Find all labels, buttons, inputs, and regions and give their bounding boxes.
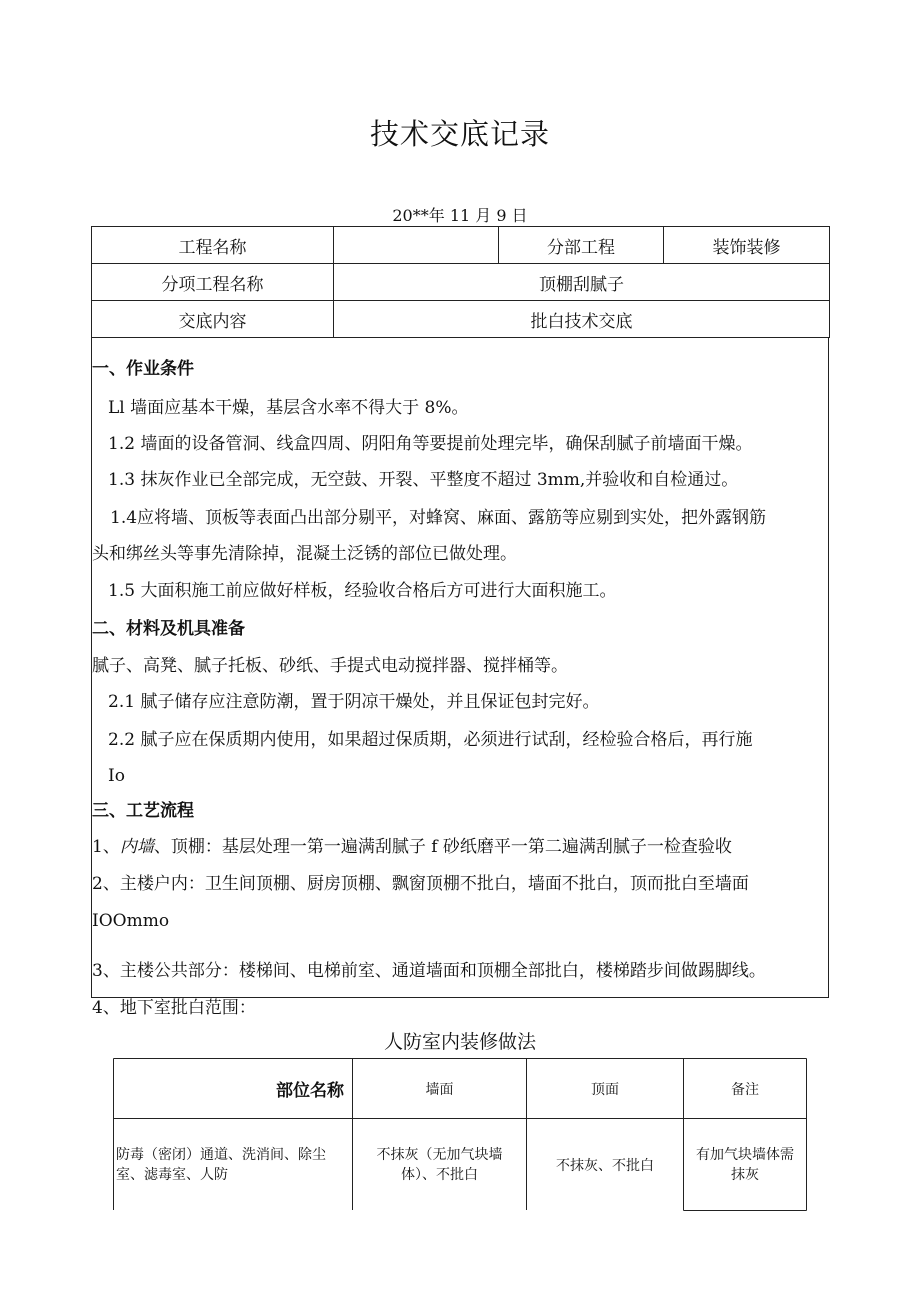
process-italic: 内墙	[119, 837, 154, 857]
list-item: 1.5 大面积施工前应做好样板，经验收合格后方可进行大面积施工。	[108, 581, 617, 601]
section-2-title: 二、材料及机具准备	[92, 619, 245, 639]
list-item: Ll 墙面应基本干燥，基层含水率不得大于 8%。	[108, 398, 469, 418]
subitem-label: 分项工程名称	[92, 264, 334, 301]
list-item: 2.1 腻子储存应注意防潮，置于阴凉干燥处，并且保证包封完好。	[108, 692, 600, 712]
record-date: 20**年 11 月 9 日	[392, 206, 528, 225]
document-title: 技术交底记录	[369, 117, 550, 151]
col-note-header: 备注	[731, 1081, 759, 1098]
content-value: 批白技术交底	[334, 301, 830, 338]
row-part-cell: 防毒（密闭）通道、洗消间、除尘室、滤毒室、人防	[116, 1146, 326, 1183]
list-item	[92, 836, 732, 858]
row-note-cell: 有加气块墙体需抹灰	[696, 1146, 794, 1183]
col-wall-header: 墙面	[425, 1081, 454, 1098]
division-value: 装饰装修	[664, 227, 830, 264]
process-prefix: 1、	[92, 837, 120, 857]
project-name-label: 工程名称	[92, 227, 334, 264]
list-item: IOOmmo	[92, 911, 170, 931]
division-label: 分部工程	[499, 227, 664, 264]
subitem-value: 顶棚刮腻子	[334, 264, 830, 301]
row-ceiling-cell: 不抹灰、不批白	[556, 1157, 654, 1174]
header-table	[91, 226, 830, 338]
list-item: 头和绑丝头等事先清除掉，混凝土泛锈的部位已做处理。	[92, 544, 517, 564]
list-item: 1.3 抹灰作业已全部完成，无空鼓、开裂、平整度不超过 3mm,并验收和自检通过。	[108, 470, 739, 490]
col-ceiling-header: 顶面	[591, 1081, 619, 1098]
row-wall-cell: 不抹灰（无加气块墙体）、不批白	[376, 1146, 503, 1183]
section-1-title: 一、作业条件	[92, 359, 194, 379]
col-part-header: 部位名称	[276, 1081, 344, 1101]
list-item: 2.2 腻子应在保质期内使用，如果超过保质期，必须进行试刮，经检验合格后，再行施	[108, 730, 753, 750]
section-3-title: 三、工艺流程	[92, 801, 194, 821]
process-rest: 、顶棚：基层处理一第一遍满刮腻子 f 砂纸磨平一第二遍满刮腻子一检查验收	[153, 837, 732, 857]
list-item: Io	[108, 766, 125, 786]
list-item: 1.4应将墙、顶板等表面凸出部分剔平，对蜂窝、麻面、露筋等应剔到实处，把外露钢筋	[110, 508, 767, 528]
list-item: 2、主楼户内：卫生间顶棚、厨房顶棚、飘窗顶棚不批白，墙面不批白，顶而批白至墙面	[92, 874, 749, 894]
list-item: 1.2 墙面的设备管洞、线盒四周、阴阳角等要提前处理完毕，确保刮腻子前墙面干燥。	[108, 434, 753, 454]
list-item: 4、地下室批白范围：	[92, 998, 256, 1018]
rf-table-title: 人防室内装修做法	[383, 1031, 536, 1053]
content-label: 交底内容	[92, 301, 334, 338]
list-item: 3、主楼公共部分：楼梯间、电梯前室、通道墙面和顶棚全部批白，楼梯踏步间做踢脚线。	[92, 961, 766, 981]
list-item: 腻子、高凳、腻子托板、砂纸、手提式电动搅拌器、搅拌桶等。	[92, 656, 568, 676]
project-name-value	[334, 227, 499, 264]
